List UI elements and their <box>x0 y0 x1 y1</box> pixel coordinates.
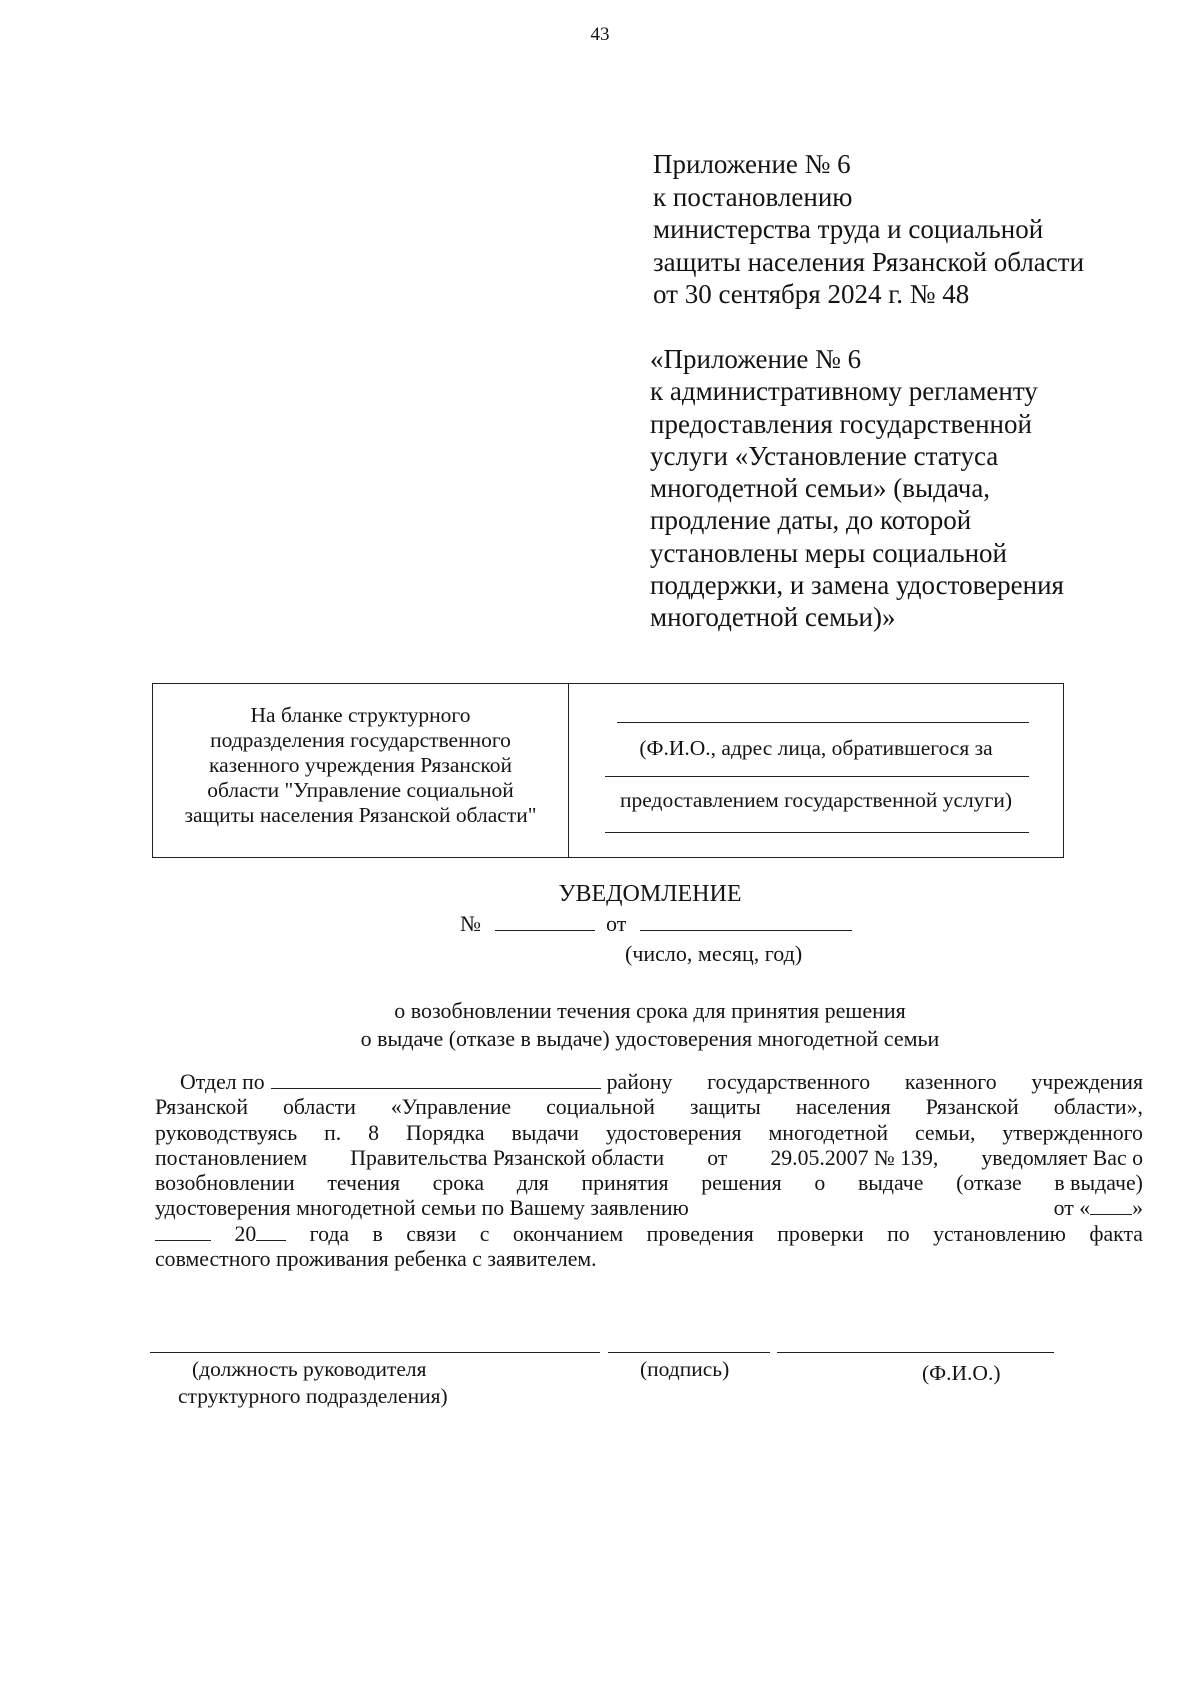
body-text: Отдел по <box>180 1070 265 1094</box>
appendix-line: от 30 сентября 2024 г. № 48 <box>653 279 970 309</box>
body-word: семьи, <box>914 1120 976 1145</box>
subject-line: о возобновлении течения срока для принятия решения <box>394 998 906 1023</box>
body-word: проверки <box>777 1221 864 1246</box>
letterhead-line: области "Управление социальной <box>207 778 514 802</box>
quoted-appendix-block <box>650 343 1170 634</box>
quoted-appendix-line: многодетной семьи» (выдача, <box>650 473 991 504</box>
body-line <box>155 1247 1143 1272</box>
body-word: в <box>372 1221 383 1246</box>
notice-number-field <box>495 912 595 931</box>
subject-line: о выдаче (отказе в выдаче) удостоверения многодетной семьи <box>360 1026 940 1051</box>
addressee-fill-line <box>605 776 1029 777</box>
letterhead-line: подразделения государственного <box>210 728 511 752</box>
body-line <box>155 1070 1143 1095</box>
body-word: принятия <box>581 1171 669 1196</box>
quoted-appendix-line: поддержки, и замена удостоверения <box>650 570 1064 601</box>
body-word: утвержденного <box>1002 1120 1143 1145</box>
letterhead-line: защиты населения Рязанской области" <box>184 803 537 827</box>
notice-body <box>155 1070 1143 1272</box>
body-word: удостоверения <box>605 1120 742 1145</box>
appendix-line: к постановлению <box>653 181 853 212</box>
body-word: области <box>283 1095 356 1120</box>
appendix-line: министерства труда и социальной <box>653 214 1044 244</box>
letterhead-cell <box>153 684 569 857</box>
letterhead-line: На бланке структурного <box>250 703 471 727</box>
position-signature-line <box>150 1352 600 1353</box>
body-word: (отказе <box>956 1171 1022 1196</box>
body-word: постановлением <box>155 1145 308 1170</box>
signature-label: (подпись) <box>640 1357 730 1381</box>
application-date-open <box>1054 1196 1143 1221</box>
body-word: от <box>707 1145 728 1170</box>
notice-date-field <box>640 912 852 931</box>
from-word: от <box>606 911 627 936</box>
body-word: многодетной <box>768 1120 889 1145</box>
body-word: 8 <box>368 1120 380 1145</box>
position-label-line: структурного подразделения) <box>178 1384 448 1408</box>
notice-subject <box>0 997 1200 1053</box>
notice-title: УВЕДОМЛЕНИЕ <box>558 881 742 907</box>
district-field <box>271 1070 601 1089</box>
addressee-fill-line <box>605 832 1029 833</box>
body-word: течения <box>327 1171 400 1196</box>
date-hint: (число, месяц, год) <box>625 941 803 966</box>
header-table <box>152 683 1064 858</box>
body-text: району государственного казенного учреждения <box>606 1070 1143 1094</box>
body-word: «Управление <box>390 1095 512 1120</box>
body-word: о <box>814 1171 826 1196</box>
body-word: возобновлении <box>155 1171 295 1196</box>
addressee-caption: (Ф.И.О., адрес лица, обратившегося за <box>639 736 993 760</box>
signature-line <box>608 1352 770 1353</box>
body-line <box>155 1095 1143 1120</box>
body-text: 20 <box>234 1221 257 1246</box>
body-word: Рязанской <box>155 1095 248 1120</box>
body-word: по <box>887 1221 910 1246</box>
appendix-line: защиты населения Рязанской области <box>653 246 1085 277</box>
letterhead-line: казенного учреждения Рязанской <box>208 753 513 777</box>
notice-number-row <box>460 911 852 937</box>
body-word: Рязанской <box>925 1095 1019 1120</box>
year-group <box>234 1222 286 1247</box>
application-year-field <box>256 1222 286 1241</box>
quoted-appendix-line: многодетной семьи)» <box>650 602 896 633</box>
body-line <box>155 1121 1143 1146</box>
addressee-fill-line <box>617 722 1029 723</box>
body-word: факта <box>1089 1221 1143 1246</box>
application-month-field <box>155 1222 211 1241</box>
body-word: 29.05.2007 № 139, <box>770 1145 939 1170</box>
body-line <box>155 1171 1143 1196</box>
body-word: решения <box>701 1171 782 1196</box>
body-word: в выдаче) <box>1054 1171 1143 1196</box>
quoted-appendix-line: установлены меры социальной <box>650 537 1007 568</box>
addressee-cell <box>569 684 1063 857</box>
addressee-caption: предоставлением государственной услуги) <box>619 788 1013 812</box>
page-number: 43 <box>590 24 610 45</box>
number-sign: № <box>460 911 481 936</box>
body-word: защиты <box>689 1095 761 1120</box>
body-text: удостоверения многодетной семьи по Вашему заявлению <box>155 1196 689 1221</box>
appendix-line: Приложение № 6 <box>653 149 851 179</box>
quoted-appendix-line: «Приложение № 6 <box>650 344 862 374</box>
body-word: для <box>516 1171 549 1196</box>
body-word: области», <box>1053 1095 1143 1120</box>
body-text: от « <box>1053 1196 1091 1221</box>
body-text: совместного проживания ребенка с заявителем. <box>155 1247 597 1272</box>
body-word: уведомляет Вас о <box>981 1145 1143 1170</box>
body-word: Порядка <box>405 1120 485 1145</box>
body-word: окончанием <box>512 1221 624 1246</box>
appendix-block <box>653 148 1173 311</box>
body-word: п. <box>324 1120 342 1145</box>
name-label: (Ф.И.О.) <box>922 1361 1001 1385</box>
body-word: населения <box>795 1095 891 1120</box>
body-line <box>155 1146 1143 1171</box>
body-line <box>155 1196 1143 1221</box>
body-word: срока <box>432 1171 485 1196</box>
body-word: выдачи <box>511 1120 579 1145</box>
body-line <box>155 1222 1143 1247</box>
body-word: руководствуясь <box>155 1120 298 1145</box>
body-text: » <box>1132 1196 1143 1221</box>
body-word: связи <box>406 1221 457 1246</box>
body-word: выдаче <box>857 1171 924 1196</box>
quoted-appendix-line: предоставления государственной <box>650 408 1032 439</box>
position-label <box>178 1356 448 1410</box>
body-word: с <box>479 1221 490 1246</box>
name-signature-line <box>777 1352 1054 1353</box>
quoted-appendix-line: к административному регламенту <box>650 376 1038 407</box>
body-word: года <box>309 1221 350 1246</box>
position-label-line: (должность руководителя <box>192 1357 427 1381</box>
application-day-field <box>1090 1196 1132 1215</box>
quoted-appendix-line: услуги «Установление статуса <box>650 440 999 471</box>
body-word: Правительства Рязанской области <box>350 1145 665 1170</box>
body-word: проведения <box>646 1221 754 1246</box>
quoted-appendix-line: продление даты, до которой <box>650 505 972 536</box>
body-word: социальной <box>546 1095 655 1120</box>
body-word: установлению <box>933 1221 1066 1246</box>
